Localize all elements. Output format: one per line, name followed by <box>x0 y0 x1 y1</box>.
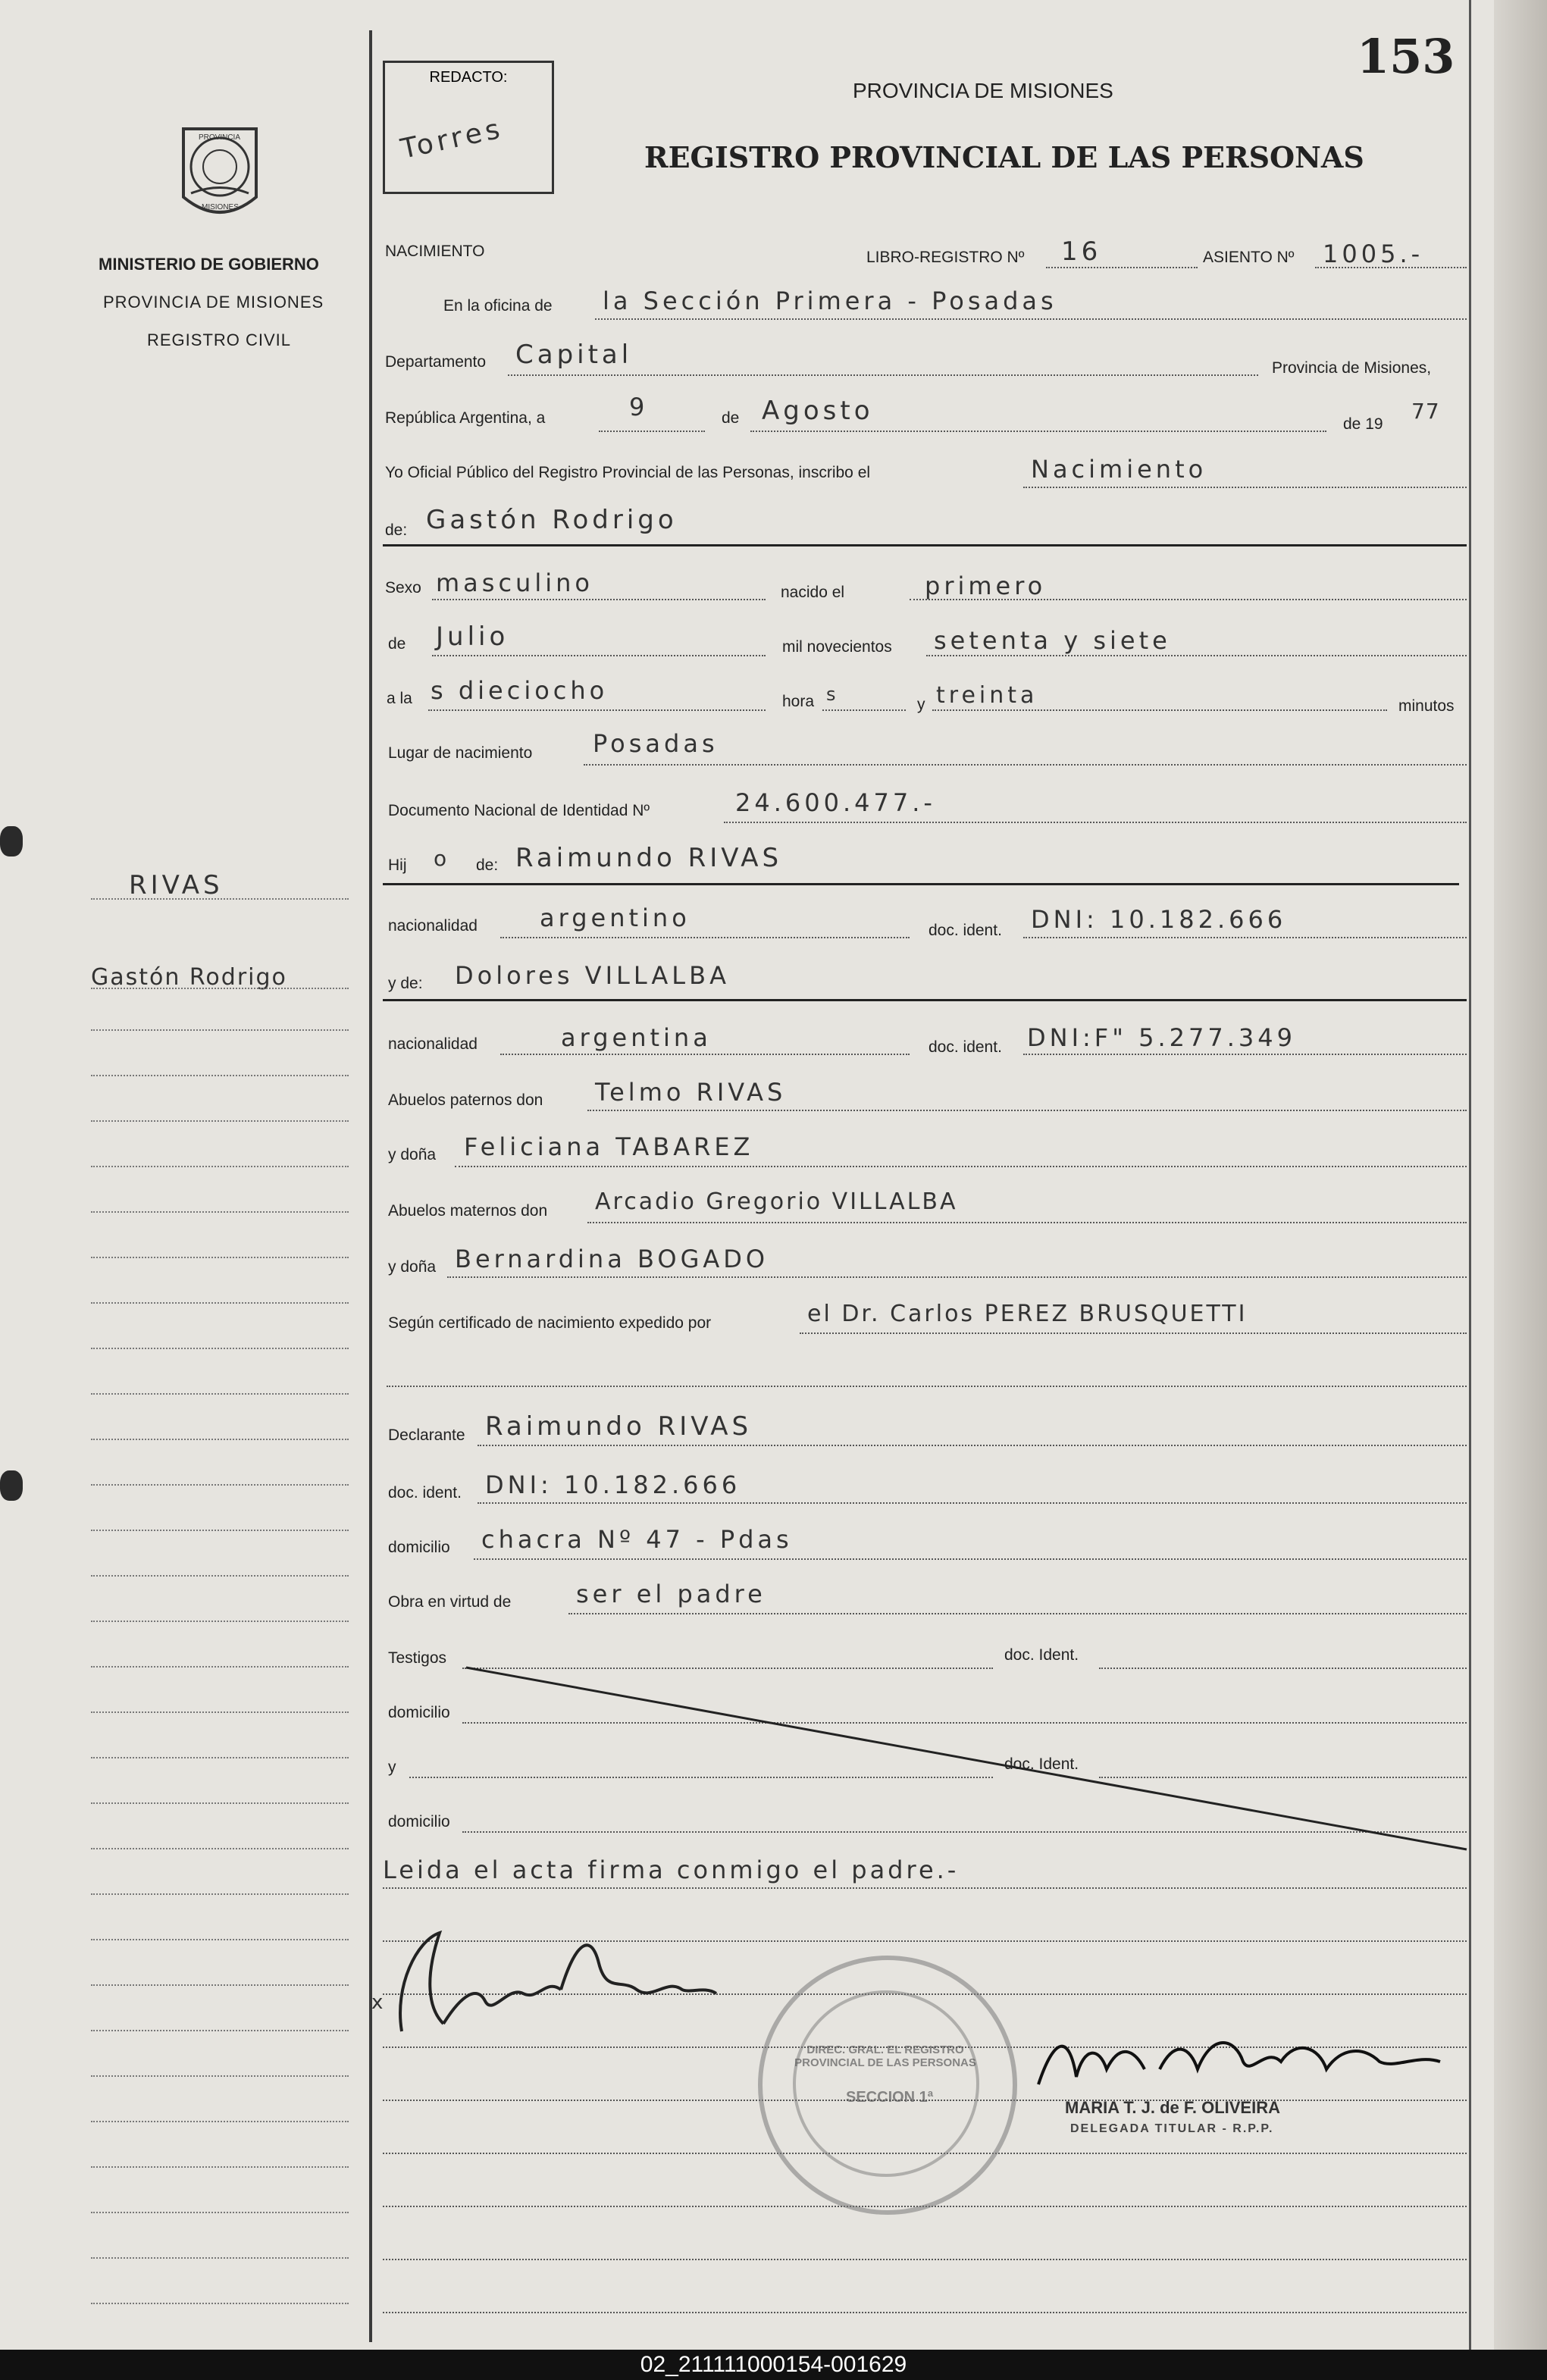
margin-line <box>91 1302 349 1304</box>
departamento-line <box>508 374 1258 376</box>
margin-line <box>91 1575 349 1577</box>
dia-value: 9 <box>629 393 649 421</box>
official-name: MARIA T. J. de F. OLIVEIRA <box>1065 2098 1280 2117</box>
ministry-line2: PROVINCIA DE MISIONES <box>103 293 324 312</box>
margin-line <box>91 1530 349 1531</box>
oficina-label: En la oficina de <box>443 297 553 315</box>
margin-line <box>91 1120 349 1122</box>
domicilio2-label: domicilio <box>388 1704 450 1721</box>
ab-pat-label: Abuelos paternos don <box>388 1091 543 1109</box>
closing-text: Leida el acta firma conmigo el padre.- <box>383 1855 960 1884</box>
ruled-line <box>383 2312 1467 2313</box>
official-signature <box>1023 2016 1448 2107</box>
madre-line <box>383 999 1467 1001</box>
horas-suffix: s <box>826 684 840 705</box>
binding-hole <box>0 1470 23 1501</box>
cert-line <box>800 1332 1467 1334</box>
cancel-strike <box>462 1660 1470 1857</box>
hora-line <box>428 709 766 711</box>
dni-value: 24.600.477.- <box>735 788 936 817</box>
doc3-line <box>478 1502 1467 1504</box>
doc1-line <box>1023 937 1467 938</box>
margin-line <box>91 1802 349 1804</box>
doc3-value: DNI: 10.182.666 <box>485 1470 741 1499</box>
domicilio-value: chacra Nº 47 - Pdas <box>481 1525 793 1554</box>
provincia-suffix: Provincia de Misiones, <box>1272 359 1432 377</box>
margin-line <box>91 988 349 989</box>
cert-line-2 <box>387 1386 1467 1387</box>
cert-label: Según certificado de nacimiento expedido por <box>388 1314 712 1332</box>
horas-line <box>822 709 906 711</box>
binding-hole <box>0 826 23 856</box>
margin-line <box>91 1484 349 1486</box>
round-stamp-inner: SECCION 1ª <box>846 2089 934 2106</box>
nac2-label: nacionalidad <box>388 1035 478 1053</box>
de-label: de <box>722 409 740 427</box>
margin-line <box>91 1211 349 1213</box>
nac2-line <box>500 1054 910 1055</box>
nacido-line <box>910 599 1467 600</box>
oficina-value: la Sección Primera - Posadas <box>603 287 1057 315</box>
dona2-value: Bernardina BOGADO <box>455 1245 769 1273</box>
hijo-label: Hij <box>388 856 407 874</box>
min-value: treinta <box>936 682 1038 709</box>
republica-label: República Argentina, a <box>385 409 546 427</box>
de-mes-label: de <box>388 635 406 653</box>
redacto-value: Torres <box>398 113 506 165</box>
svg-text:x: x <box>371 1991 384 2014</box>
asiento-value: 1005.- <box>1323 240 1424 268</box>
margin-line <box>91 1166 349 1167</box>
mes-nac-value: Julio <box>436 622 509 652</box>
anio-value: 77 <box>1411 399 1440 424</box>
obra-label: Obra en virtud de <box>388 1593 512 1611</box>
doc2-line <box>1023 1054 1467 1055</box>
declarante-value: Raimundo RIVAS <box>485 1411 753 1442</box>
margin-line <box>91 1348 349 1349</box>
header-registry: REGISTRO PROVINCIAL DE LAS PERSONAS <box>644 140 1364 174</box>
libro-value: 16 <box>1061 236 1102 267</box>
margin-line <box>91 1757 349 1758</box>
padre-value: Raimundo RIVAS <box>515 843 783 873</box>
margin-line <box>91 1029 349 1031</box>
sexo-value: masculino <box>436 568 593 597</box>
y3-label: y <box>388 1758 396 1776</box>
madre-value: Dolores VILLALBA <box>455 961 730 990</box>
doc1-label: doc. ident. <box>929 922 1002 939</box>
dona2-line <box>447 1276 1467 1278</box>
lugar-label: Lugar de nacimiento <box>388 744 533 762</box>
asiento-line <box>1315 267 1467 268</box>
seal-bottom-text: MISIONES <box>202 203 239 211</box>
margin-line <box>91 1666 349 1668</box>
province-seal <box>168 114 271 227</box>
father-signature <box>371 1918 720 2046</box>
inscribo-value: Nacimiento <box>1031 455 1207 484</box>
page-number: 153 <box>1357 29 1455 84</box>
obra-value: ser el padre <box>576 1580 766 1608</box>
hora-value: s dieciocho <box>431 676 609 705</box>
nombre-line <box>383 544 1467 546</box>
ab-mat-label: Abuelos maternos don <box>388 1202 548 1220</box>
official-title: DELEGADA TITULAR - R.P.P. <box>1070 2122 1274 2135</box>
seal-top-text: PROVINCIA <box>199 133 241 142</box>
dia-line <box>599 431 705 432</box>
mil-label: mil novecientos <box>782 638 892 656</box>
domicilio-label: domicilio <box>388 1539 450 1556</box>
dona1-value: Feliciana TABAREZ <box>464 1132 754 1161</box>
nacido-value: primero <box>925 572 1047 600</box>
mes-value: Agosto <box>762 396 874 426</box>
domicilio3-label: domicilio <box>388 1813 450 1830</box>
margin-line <box>91 1848 349 1849</box>
dni-label: Documento Nacional de Identidad Nº <box>388 802 650 819</box>
page-edge <box>1494 0 1547 2350</box>
margin-line <box>91 1893 349 1895</box>
nacimiento-label: NACIMIENTO <box>385 243 485 260</box>
margin-line <box>91 2166 349 2168</box>
y-label: y <box>917 696 925 713</box>
hijo-de-label: de: <box>476 856 499 874</box>
dni-line <box>724 822 1467 823</box>
margin-names: Gastón Rodrigo <box>91 964 287 991</box>
oficial-text: Yo Oficial Público del Registro Provincial de las Personas, inscribo el <box>385 464 871 481</box>
minutos-label: minutos <box>1398 697 1455 715</box>
ab-pat-value: Telmo RIVAS <box>595 1078 787 1107</box>
doc5-label: doc. Ident. <box>1004 1755 1079 1773</box>
redacto-box <box>383 61 554 194</box>
doc3-label: doc. ident. <box>388 1484 462 1502</box>
nacido-label: nacido el <box>781 584 845 601</box>
right-rule <box>1469 0 1471 2350</box>
doc1-value: DNI: 10.182.666 <box>1031 905 1287 934</box>
mes-nac-line <box>432 655 766 656</box>
margin-line <box>91 2075 349 2077</box>
testigos-label: Testigos <box>388 1649 447 1667</box>
departamento-label: Departamento <box>385 353 487 371</box>
margin-line <box>91 898 349 900</box>
ministry-line1: MINISTERIO DE GOBIERNO <box>99 255 319 274</box>
departamento-value: Capital <box>515 340 633 370</box>
margin-surname: RIVAS <box>129 870 224 900</box>
doc2-value: DNI:F" 5.277.349 <box>1027 1023 1296 1052</box>
libro-line <box>1046 267 1198 268</box>
nac1-value: argentino <box>540 903 691 932</box>
margin-line <box>91 2257 349 2259</box>
margin-line <box>91 1257 349 1258</box>
round-stamp <box>758 1956 1017 2215</box>
ab-mat-line <box>587 1222 1467 1223</box>
doc2-label: doc. ident. <box>929 1038 1002 1056</box>
margin-line <box>91 2121 349 2122</box>
ministry-line3: REGISTRO CIVIL <box>147 330 292 349</box>
yde-label: y de: <box>388 975 423 992</box>
sexo-line <box>432 599 766 600</box>
margin-line <box>91 2303 349 2304</box>
anio-nac-line <box>926 655 1467 656</box>
hijo-suffix: o <box>434 846 451 871</box>
header-province: PROVINCIA DE MISIONES <box>853 79 1113 102</box>
margin-line <box>91 1711 349 1713</box>
dona1-label: y doña <box>388 1146 437 1163</box>
nac1-line <box>500 937 910 938</box>
round-stamp-text: DIREC. GRAL. EL REGISTRO PROVINCIAL DE LAS PERSONAS <box>794 2043 976 2069</box>
redacto-label: REDACTO: <box>429 69 508 86</box>
ala-label: a la <box>387 690 412 707</box>
inscribo-line <box>1023 487 1467 488</box>
ruled-line <box>383 2259 1467 2260</box>
lugar-value: Posadas <box>593 729 719 758</box>
mes-line <box>750 431 1326 432</box>
oficina-line <box>595 318 1467 320</box>
anio-nac-value: setenta y siete <box>934 626 1171 655</box>
dona2-label: y doña <box>388 1258 437 1276</box>
closing-line <box>383 1887 1467 1889</box>
ab-pat-line <box>587 1110 1467 1111</box>
dona1-line <box>455 1166 1467 1167</box>
libro-label: LIBRO-REGISTRO Nº <box>866 249 1025 266</box>
asiento-label: ASIENTO Nº <box>1203 249 1295 266</box>
margin-line <box>91 1984 349 1986</box>
de2-label: de 19 <box>1343 415 1383 433</box>
nac2-value: argentina <box>561 1023 712 1052</box>
min-line <box>932 709 1387 711</box>
de-nombre-label: de: <box>385 521 408 539</box>
declarante-line <box>478 1445 1467 1446</box>
margin-line <box>91 1439 349 1440</box>
obra-line <box>568 1613 1467 1614</box>
margin-line <box>91 2030 349 2031</box>
declarante-label: Declarante <box>388 1426 465 1444</box>
horas-label: hora <box>782 693 815 710</box>
nac1-label: nacionalidad <box>388 917 478 935</box>
margin-line <box>91 1075 349 1076</box>
cert-value: el Dr. Carlos PEREZ BRUSQUETTI <box>807 1301 1248 1327</box>
margin-line <box>91 1939 349 1940</box>
doc4-label: doc. Ident. <box>1004 1646 1079 1664</box>
nombre-value: Gastón Rodrigo <box>426 505 678 535</box>
margin-line <box>91 2212 349 2213</box>
domicilio-line <box>474 1558 1467 1560</box>
margin-line <box>91 1621 349 1622</box>
image-caption: 02_211111000154-001629 <box>0 2350 1547 2380</box>
padre-line <box>383 883 1459 885</box>
sexo-label: Sexo <box>385 579 421 597</box>
ab-mat-value: Arcadio Gregorio VILLALBA <box>595 1188 958 1215</box>
lugar-line <box>584 764 1467 766</box>
margin-line <box>91 1393 349 1395</box>
